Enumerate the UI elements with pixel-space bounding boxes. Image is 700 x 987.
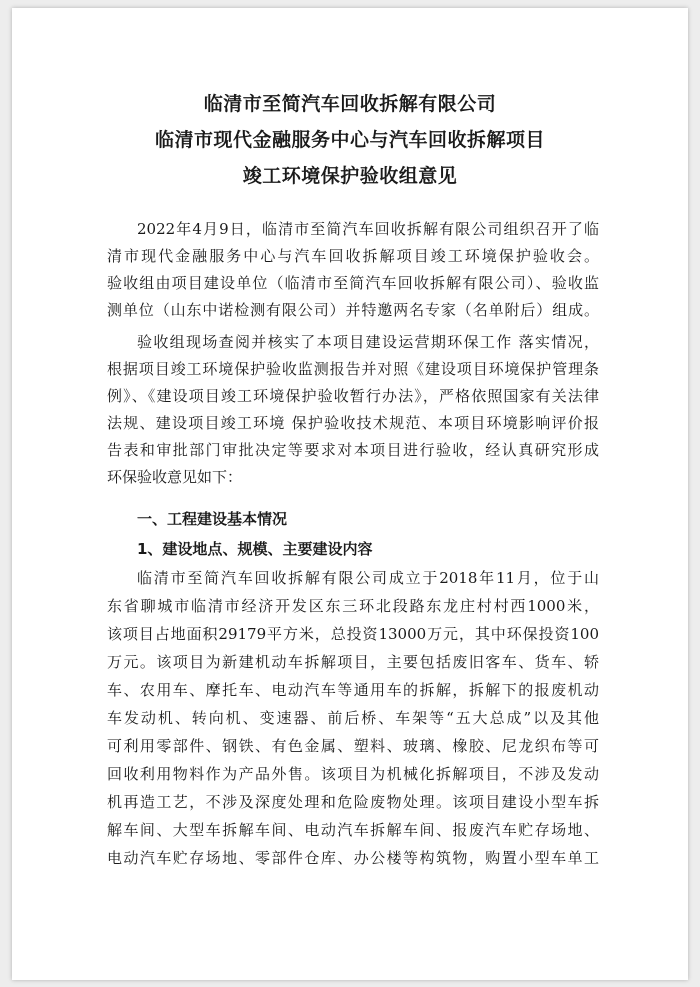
title-company: 临清市至简汽车回收拆解有限公司 xyxy=(203,93,497,115)
para3-line: 可利用零部件、钢铁、有色金属、塑料、玻璃、橡胶、尼龙织布等可 xyxy=(107,737,599,755)
para2-line: 法规、建设项目竣工环境 保护验收技术规范、本项目环境影响评价报 xyxy=(107,414,599,432)
para2-line: 告表和审批部门审批决定等要求对本项目进行验收，经认真研究形成 xyxy=(107,441,599,459)
para3-line: 该项目占地面积29179平方米，总投资13000万元，其中环保投资100 xyxy=(107,625,599,643)
section-heading: 一、工程建设基本情况 xyxy=(137,510,288,528)
para3-line: 临清市至简汽车回收拆解有限公司成立于2018年11月，位于山 xyxy=(137,569,599,587)
title-project: 临清市现代金融服务中心与汽车回收拆解项目 xyxy=(154,129,545,151)
subsection-heading: 1、建设地点、规模、主要建设内容 xyxy=(137,540,373,558)
para3-line: 万元。该项目为新建机动车拆解项目，主要包括废旧客车、货车、轿 xyxy=(107,653,599,671)
document-page xyxy=(12,8,688,980)
para2-line: 根据项目竣工环境保护验收监测报告并对照《建设项目环境保护管理条 xyxy=(107,360,599,378)
para3-line: 解车间、大型车拆解车间、电动汽车拆解车间、报废汽车贮存场地、 xyxy=(107,821,599,839)
para3-line: 车、农用车、摩托车、电动汽车等通用车的拆解，拆解下的报废机动 xyxy=(107,681,599,699)
para3-line: 东省聊城市临清市经济开发区东三环北段路东龙庄村村西1000米， xyxy=(107,597,599,615)
para1-line: 2022年4月9日，临清市至简汽车回收拆解有限公司组织召开了临 xyxy=(137,220,599,238)
title-opinion: 竣工环境保护验收组意见 xyxy=(242,165,458,187)
para3-line: 电动汽车贮存场地、零部件仓库、办公楼等构筑物，购置小型车单工 xyxy=(107,849,599,867)
para3-line: 机再造工艺，不涉及深度处理和危险废物处理。该项目建设小型车拆 xyxy=(107,793,599,811)
para3-line: 回收利用物料作为产品外售。该项目为机械化拆解项目，不涉及发动 xyxy=(107,765,599,783)
para1-line: 清市现代金融服务中心与汽车回收拆解项目竣工环境保护验收会。 xyxy=(107,247,599,265)
para1-line: 测单位（山东中诺检测有限公司）并特邀两名专家（名单附后）组成。 xyxy=(107,301,599,319)
para3-line: 车发动机、转向机、变速器、前后桥、车架等“五大总成”以及其他 xyxy=(107,709,599,727)
para2-line: 例》、《建设项目竣工环境保护验收暂行办法》，严格依照国家有关法律 xyxy=(107,387,599,405)
para2-line: 环保验收意见如下： xyxy=(107,468,243,486)
para1-line: 验收组由项目建设单位（临清市至简汽车回收拆解有限公司）、验收监 xyxy=(107,274,599,292)
para2-line: 验收组现场查阅并核实了本项目建设运营期环保工作 落实情况， xyxy=(137,333,599,351)
